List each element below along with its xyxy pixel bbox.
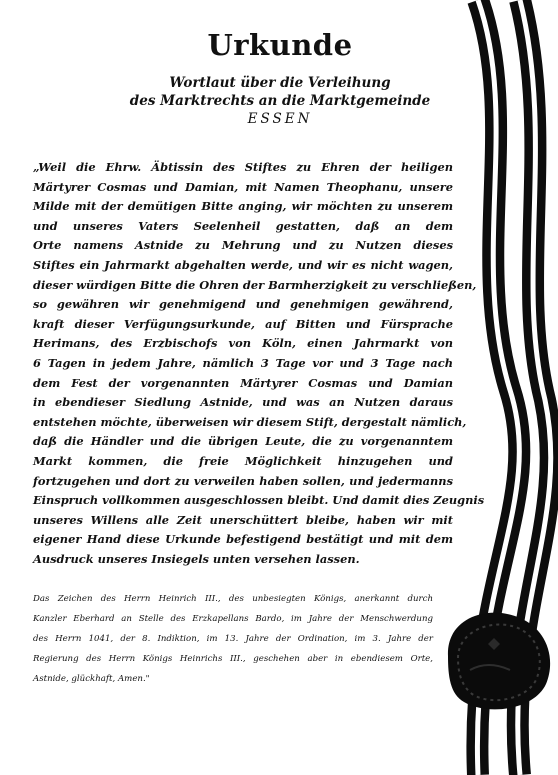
- subtitle-line-1: Wortlaut über die Verleihung: [169, 75, 391, 91]
- signature-note-line: des Herrn 1041, der 8. Indiktion, im 13. Jahre der Ordination, im 3. Jahre der: [33, 634, 433, 644]
- signature-note-line: Kanzler Eberhard an Stelle des Erzkapellans Bardo, im Jahre der Menschwerdung: [33, 614, 433, 624]
- charter-line: entstehen möchte, überweisen wir diesem Stift, dergestalt nämlich,: [33, 414, 467, 429]
- charter-line: unseres Willens alle Zeit unerschüttert bleibe, haben wir mit: [33, 512, 453, 527]
- charter-line: kraft dieser Verfügungsurkunde, auf Bitten und Fürsprache: [33, 316, 453, 331]
- subtitle-town-name: ESSEN: [247, 111, 313, 127]
- charter-line: dieser würdigen Bitte die Ohren der Barmherzigkeit zu verschließen,: [33, 277, 477, 292]
- signature-note-line: Das Zeichen des Herrn Heinrich III., des unbesiegten Königs, anerkannt durch: [33, 594, 433, 604]
- charter-line: „Weil die Ehrw. Äbtissin des Stiftes zu Ehren der heiligen: [33, 160, 453, 174]
- charter-line: Markt kommen, die freie Möglichkeit hinzugehen und: [33, 453, 453, 468]
- charter-line: Orte namens Astnide zu Mehrung und zu Nutzen dieses: [33, 238, 453, 253]
- charter-line: fortzugehen und dort zu verweilen haben sollen, und jedermanns: [33, 473, 453, 488]
- charter-line: Stiftes ein Jahrmarkt abgehalten werde, und wir es nicht wagen,: [33, 257, 453, 272]
- charter-line: Ausdruck unseres Insiegels unten versehen lassen.: [33, 551, 360, 566]
- wax-seal: [418, 598, 558, 718]
- charter-line: 6 Tagen in jedem Jahre, nämlich 3 Tage vor und 3 Tage nach: [33, 355, 453, 370]
- subtitle-line-2: des Marktrechts an die Marktgemeinde: [129, 93, 431, 109]
- charter-line: eigener Hand diese Urkunde befestigend bestätigt und mit dem: [33, 532, 453, 547]
- charter-text: [33, 158, 485, 569]
- charter-line: Einspruch vollkommen ausgeschlossen bleibt. Und damit dies Zeugnis: [33, 493, 485, 508]
- charter-line: Märtyrer Cosmas und Damian, mit Namen Theophanu, unsere: [33, 179, 453, 194]
- signature-note: [33, 589, 433, 689]
- document-title: Urkunde: [207, 28, 353, 62]
- charter-line: Herimans, des Erzbischofs von Köln, einen Jahrmarkt von: [33, 336, 453, 351]
- signature-note-line: Astnide, glückhaft, Amen.": [33, 674, 150, 684]
- charter-line: daß die Händler und die übrigen Leute, die zu vorgenanntem: [33, 434, 453, 449]
- charter-line: in ebendieser Siedlung Astnide, und was an Nutzen daraus: [33, 395, 453, 410]
- signature-note-line: Regierung des Herrn Königs Heinrichs III., geschehen aber in ebendiesem Orte,: [33, 654, 433, 664]
- charter-line: Milde mit der demütigen Bitte anging, wir möchten zu unserem: [33, 199, 453, 214]
- charter-line: und unseres Vaters Seelenheil gestatten, daß an dem: [33, 218, 453, 233]
- charter-line: dem Fest der vorgenannten Märtyrer Cosmas und Damian: [33, 375, 453, 390]
- charter-line: so gewähren wir genehmigend und genehmigen gewährend,: [33, 297, 453, 312]
